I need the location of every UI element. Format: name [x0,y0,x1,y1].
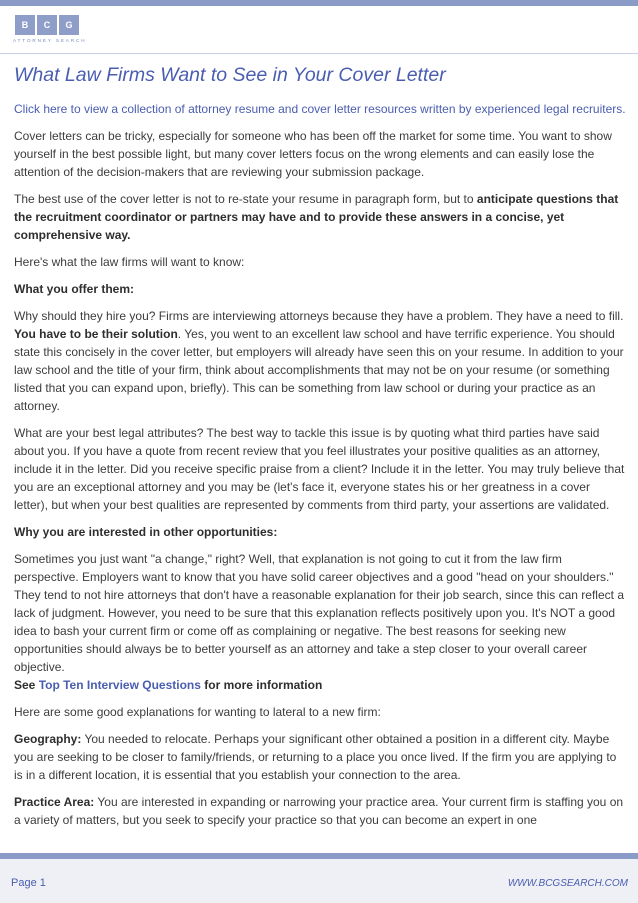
practice-area-text: You are interested in expanding or narrowing your practice area. Your current firm is staffing you on a variety of matters, but you seek to specify your practice so that you can become an expert in one [14,795,624,827]
logo-subtitle: ATTORNEY SEARCH [13,38,87,43]
top-accent-bar [0,0,638,6]
why-hire-text-b: . Yes, you went to an excellent law school and have terrific experience. You should state this concisely in the cover letter, but employers will already have seen this on your resume. In addition to your law school and the title of your firm, think about accomplishments that may not be on your resume (or something listed that you can expand upon, briefly). This can be something from law school or during your practice as an attorney. [14,327,624,413]
geography-text: You needed to relocate. Perhaps your significant other obtained a position in a different city. Maybe you are seeking to be closer to family/friends, or returning to a place you once lived. If the firm you are applying to is in a different location, it is essential that you establish your connection to the area. [14,732,617,782]
logo-letter-c: C [37,15,57,35]
logo-letter-g: G [59,15,79,35]
paragraph-why-hire [14,307,626,415]
page-footer [0,859,638,903]
paragraph-good-explanations: Here are some good explanations for wanting to lateral to a new firm: [14,705,381,719]
see-more-line [14,676,626,694]
top-ten-questions-link[interactable]: Top Ten Interview Questions [38,678,201,692]
best-use-text: The best use of the cover letter is not to re-state your resume in paragraph form, but to [14,192,477,206]
paragraph-heres-what: Here's what the law firms will want to know: [14,255,245,269]
resources-link[interactable]: Click here to view a collection of attorney resume and cover letter resources written by experienced legal recruiters. [14,102,626,116]
geography-label: Geography: [14,732,82,746]
header-divider [0,53,638,54]
paragraph-practice-area [14,793,626,829]
best-use-bold: anticipate questions that the recruitment coordinator or partners may have and to provide these answers in a concise, yet comprehensive way. [14,192,619,242]
document-body [14,62,626,829]
paragraph-best-use [14,190,626,244]
heading-why-interested-text: Why you are interested in other opportunities: [14,525,278,539]
paragraph-a-change: Sometimes you just want "a change," right? Well, that explanation is not going to cut it from the law firm perspective. Employers want to know that you have solid career objectives and a good "head on your shoulders." They tend to not hire attorneys that don't have a reasonable explanation for their job search, since this can reflect a lack of judgment. However, you need to be sure that this explanation reflects positively upon you. It's NOT a good idea to bash your current firm or come off as complaining or negative. The best reasons for seeking new opportunities should always be to better yourself as an attorney and take a step closer to your overall career objective. [14,552,624,674]
paragraph-cover-letters: Cover letters can be tricky, especially for someone who has been off the market for some time. You want to show yourself in the best possible light, but many cover letters focus on the wrong elements and can easily lose the attention of the decision-makers that are reviewing your submission package. [14,129,612,179]
heading-what-you-offer [14,280,626,298]
practice-area-label: Practice Area: [14,795,95,809]
logo-boxes [15,15,103,35]
see-label: See [14,678,39,692]
heading-what-you-offer-text: What you offer them: [14,282,134,296]
why-hire-text-a: Why should they hire you? Firms are interviewing attorneys because they have a problem. They have a need to fill. [14,309,624,323]
page-title: What Law Firms Want to See in Your Cover Letter [14,64,446,86]
website-link[interactable]: WWW.BCGSEARCH.COM [507,878,628,889]
paragraph-geography [14,730,626,784]
logo-letter-b: B [15,15,35,35]
page-number: Page 1 [11,877,46,889]
paragraph-legal-attributes: What are your best legal attributes? The best way to tackle this issue is by quoting what third parties have said about you. If you have a quote from recent review that you feel illustrates your positive qualities as an attorney, include it in the letter. Did you receive specific praise from a client? Include it in the letter. You may truly believe that you are an exceptional attorney and you may be (let's face it, everyone states his or her greatness in a cover letter), but when your best qualities are represented by comments from third party, your assertions are validated. [14,426,625,512]
heading-why-interested [14,523,626,541]
bcg-logo [13,15,103,47]
see-rest: for more information [200,678,323,692]
why-hire-bold: You have to be their solution [14,327,178,341]
